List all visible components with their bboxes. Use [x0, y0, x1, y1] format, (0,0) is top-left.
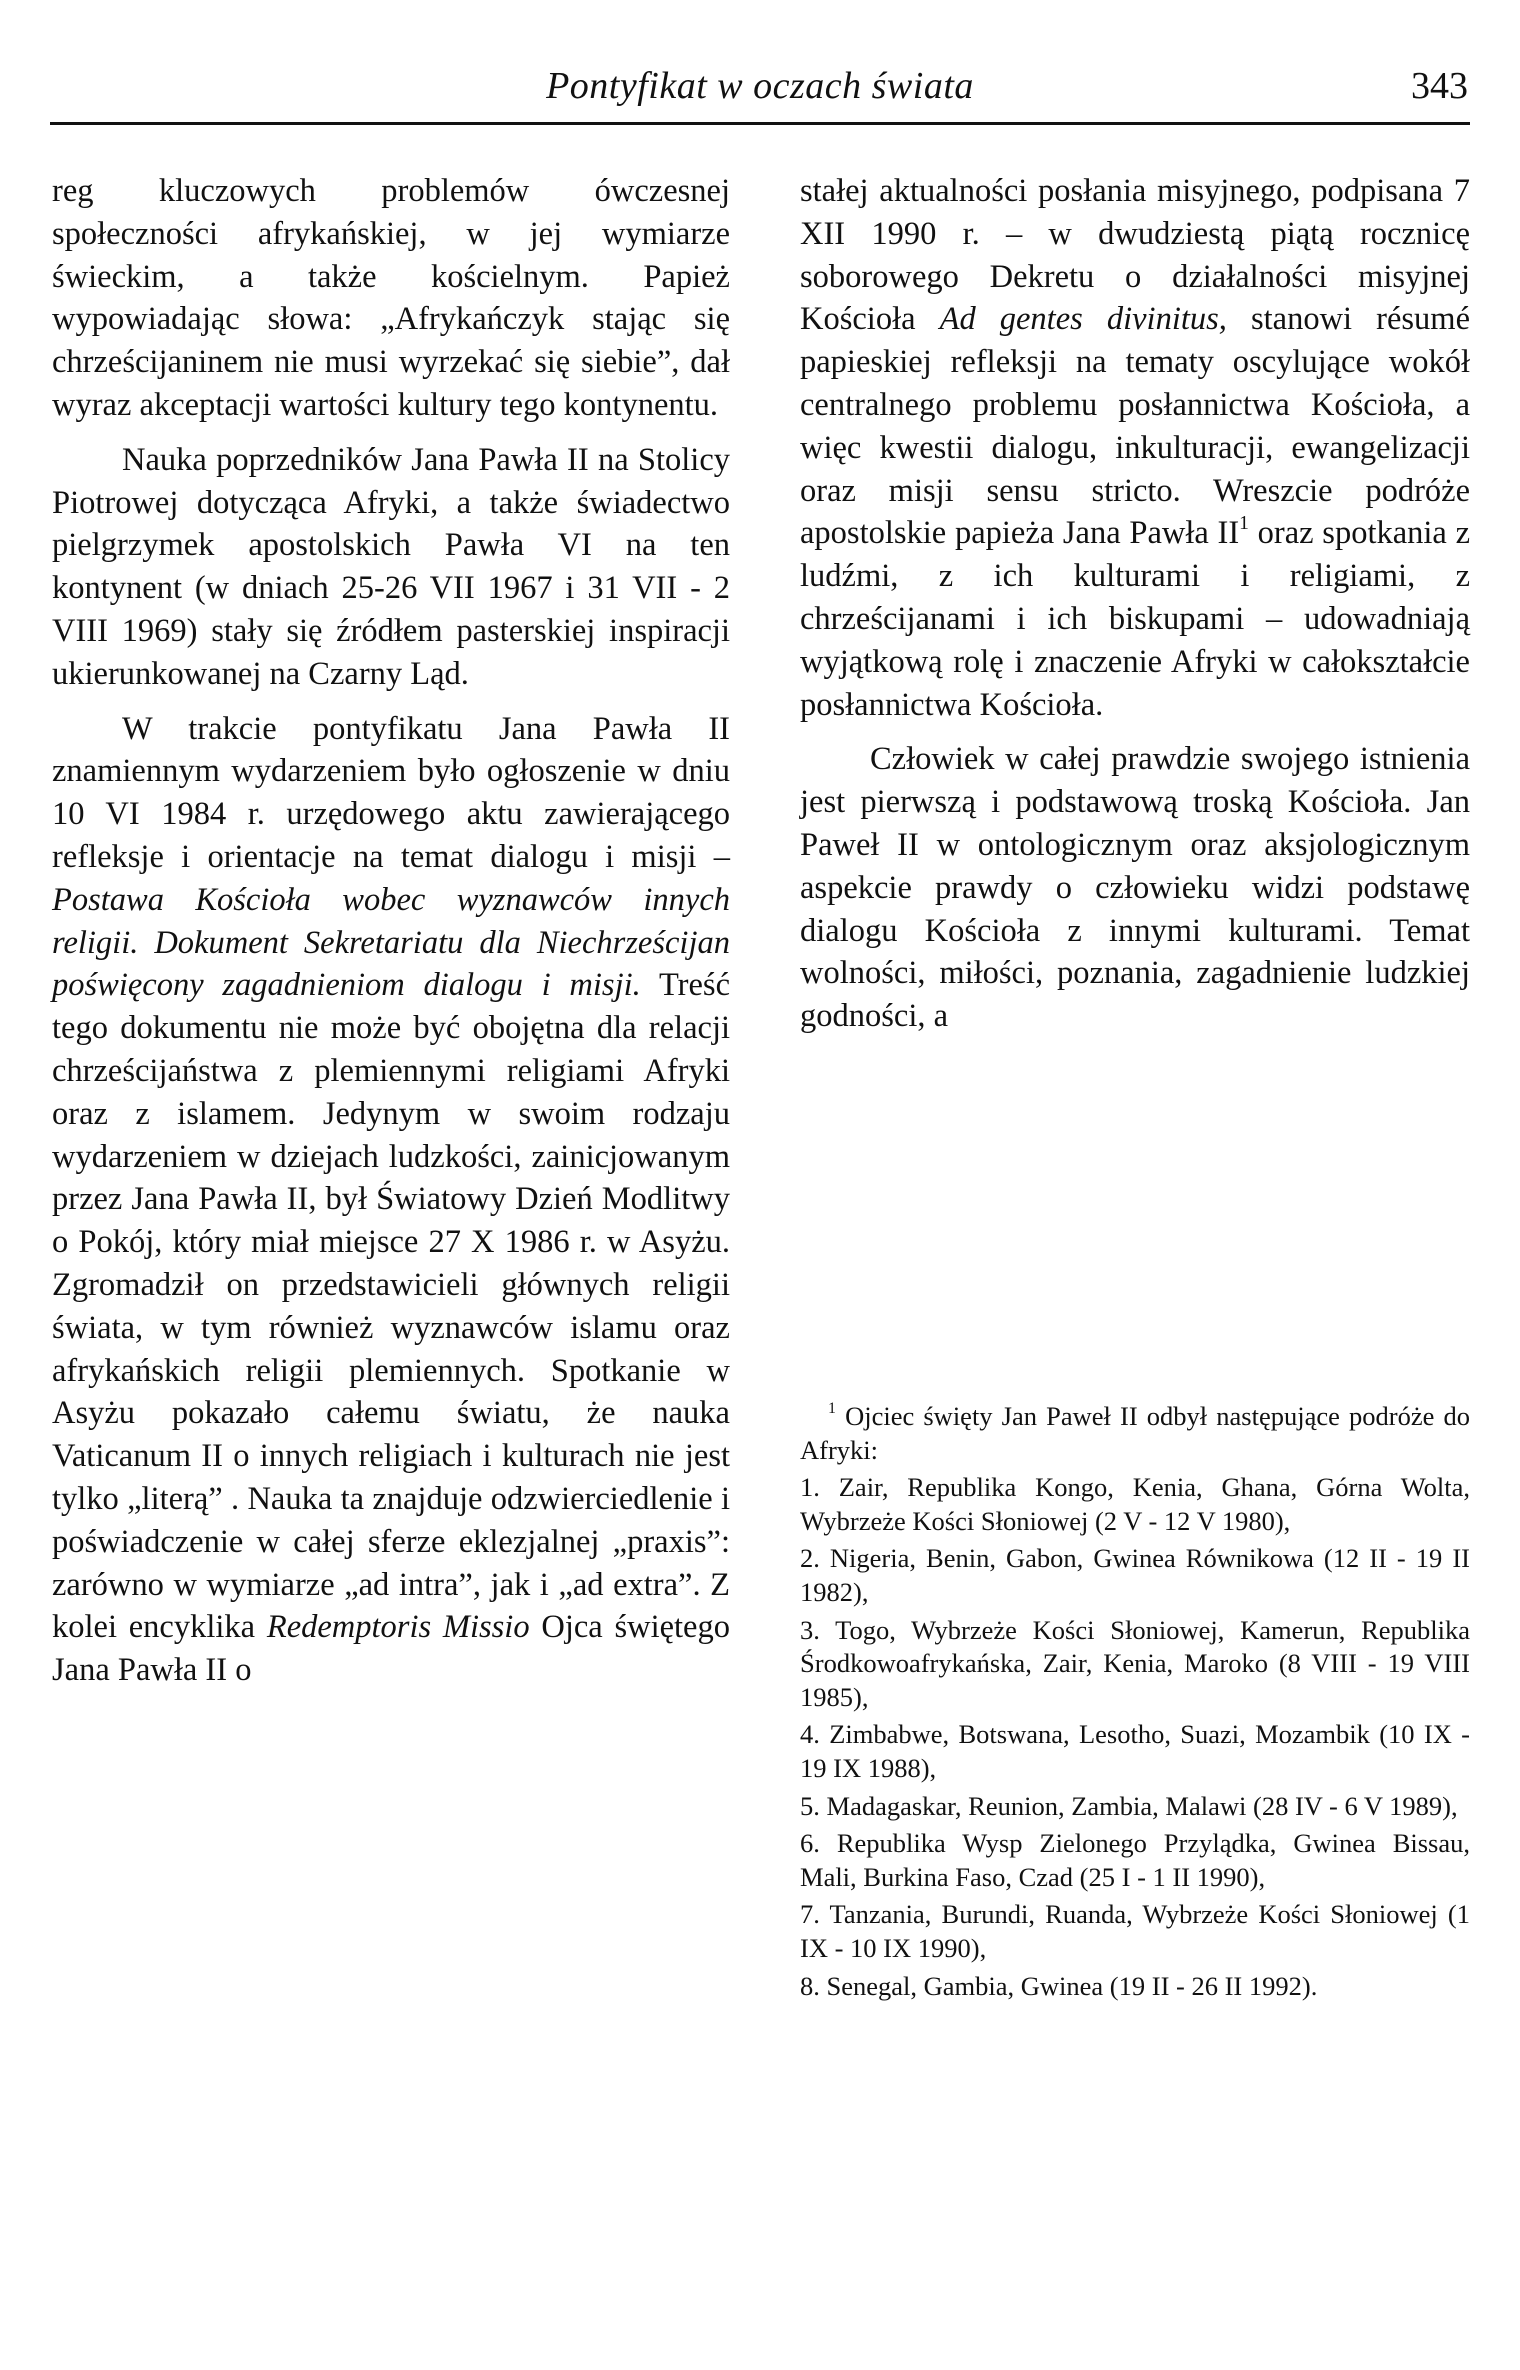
footnote-intro [800, 1400, 1470, 1467]
footnote-item: 1. Zair, Republika Kongo, Kenia, Ghana, Górna Wolta, Wybrzeże Kości Słoniowej (2 V - 12 V 1980), [800, 1472, 1470, 1536]
paragraph [52, 708, 730, 1692]
decree-title: Ad gentes divinitus, [939, 301, 1227, 338]
right-column [800, 170, 1470, 1050]
text-run: W trakcie pontyfikatu Jana Pawła II znamiennym wydarzeniem było ogłoszenie w dniu 10 VI 1984 r. urzędowego aktu zawierającego refleksje i orientacje na temat dialogu i misji – [52, 710, 730, 875]
text-run: stałej aktualności posłania misyjnego, podpisana 7 XII 1990 r. – w dwudziestą piątą rocznicę soborowego Dekretu o działalności misyjnej Kościoła [800, 173, 1470, 338]
document-title: Postawa Kościoła wobec wyznawców innych religii. Dokument Sekretariatu dla Niechrześcijan poświęcony zagadnieniom dialogu i misji. [52, 881, 730, 1004]
paragraph: Człowiek w całej prawdzie swojego istnienia jest pierwszą i podstawową troską Kościoła. Jan Paweł II w ontologicznym oraz aksjologicznym aspekcie prawdy o człowieku widzi podstawę dialogu Kościoła z innymi kulturami. Temat wolności, miłości, poznania, zagadnienie ludzkiej godności, a [800, 741, 1470, 1035]
text-run: oraz spotkania z ludźmi, z ich kulturami i religiami, z chrześcijanami i ich biskupami – udowadniają wyjątkową rolę i znaczenie Afryki w całokształcie posłannictwa Kościoła. [800, 515, 1471, 723]
footnotes [800, 1400, 1470, 2007]
page-number: 343 [1411, 65, 1468, 107]
footnote-item: 8. Senegal, Gambia, Gwinea (19 II - 26 II 1992). [800, 1970, 1318, 2001]
running-title: Pontyfikat w oczach świata [546, 65, 974, 107]
footnote-item: 3. Togo, Wybrzeże Kości Słoniowej, Kamerun, Republika Środkowoafrykańska, Zair, Kenia, Maroko (8 VIII - 19 VIII 1985), [800, 1614, 1470, 1712]
footnote-item: 7. Tanzania, Burundi, Ruanda, Wybrzeże Kości Słoniowej (1 IX - 10 IX 1990), [800, 1899, 1470, 1963]
page-header [50, 62, 1470, 125]
footnote-item: 2. Nigeria, Benin, Gabon, Gwinea Równikowa (12 II - 19 II 1982), [800, 1543, 1470, 1607]
footnote-reference[interactable]: 1 [1239, 512, 1249, 534]
footnote-marker: 1 [828, 1399, 836, 1417]
text-run: Ojca świętego Jana Pawła II o [52, 1609, 730, 1689]
paragraph [800, 170, 1470, 726]
text-run: stanowi résumé papieskiej refleksji na tematy oscylujące wokół centralnego problemu posłannictwa Kościoła, a więc kwestii dialogu, inkulturacji, ewangelizacji oraz misji sensu stricto. Wreszcie podróże apostolskie papieża Jana Pawła II [800, 301, 1470, 552]
text-run: Treść tego dokumentu nie może być obojętna dla relacji chrześcijaństwa z plemiennymi religiami Afryki oraz z islamem. Jedynym w swoim rodzaju wydarzeniem w dziejach ludzkości, zainicjowanym przez Jana Pawła II, był Światowy Dzień Modlitwy o Pokój, który miał miejsce 27 X 1986 r. w Asyżu. Zgromadził on przedstawicieli głównych religii świata, w tym również wyznawców islamu oraz afrykańskich religii plemiennych. Spotkanie w Asyżu pokazało całemu światu, że nauka Vaticanum II o innych religiach i kulturach nie jest tylko „literą” . Nauka ta znajduje odzwierciedlenie i poświadczenie w całej sferze eklezjalnej „praxis”: zarówno w wymiarze „ad intra”, jak i „ad extra”. Z kolei encyklika [52, 967, 730, 1646]
left-column [52, 170, 730, 1704]
encyclical-title: Redemptoris Missio [266, 1609, 530, 1646]
footnote-item: 5. Madagaskar, Reunion, Zambia, Malawi (28 IV - 6 V 1989), [800, 1790, 1458, 1821]
paragraph: reg kluczowych problemów ówczesnej społeczności afrykańskiej, w jej wymiarze świeckim, a także kościelnym. Papież wypowiadając słowa: „Afrykańczyk stając się chrześcijaninem nie musi wyrzekać się siebie”, dał wyraz akceptacji wartości kultury tego kontynentu. [52, 173, 730, 423]
paragraph: Nauka poprzedników Jana Pawła II na Stolicy Piotrowej dotycząca Afryki, a także świadectwo pielgrzymek apostolskich Pawła VI na ten kontynent (w dniach 25-26 VII 1967 i 31 VII - 2 VIII 1969) stały się źródłem pasterskiej inspiracji ukierunkowanej na Czarny Ląd. [52, 441, 730, 692]
footnote-item: 6. Republika Wysp Zielonego Przylądka, Gwinea Bissau, Mali, Burkina Faso, Czad (25 I - 1 II 1990), [800, 1828, 1470, 1892]
footnote-item: 4. Zimbabwe, Botswana, Lesotho, Suazi, Mozambik (10 IX - 19 IX 1988), [800, 1719, 1470, 1783]
footnote-intro-text: Ojciec święty Jan Paweł II odbył następujące podróże do Afryki: [800, 1401, 1471, 1465]
